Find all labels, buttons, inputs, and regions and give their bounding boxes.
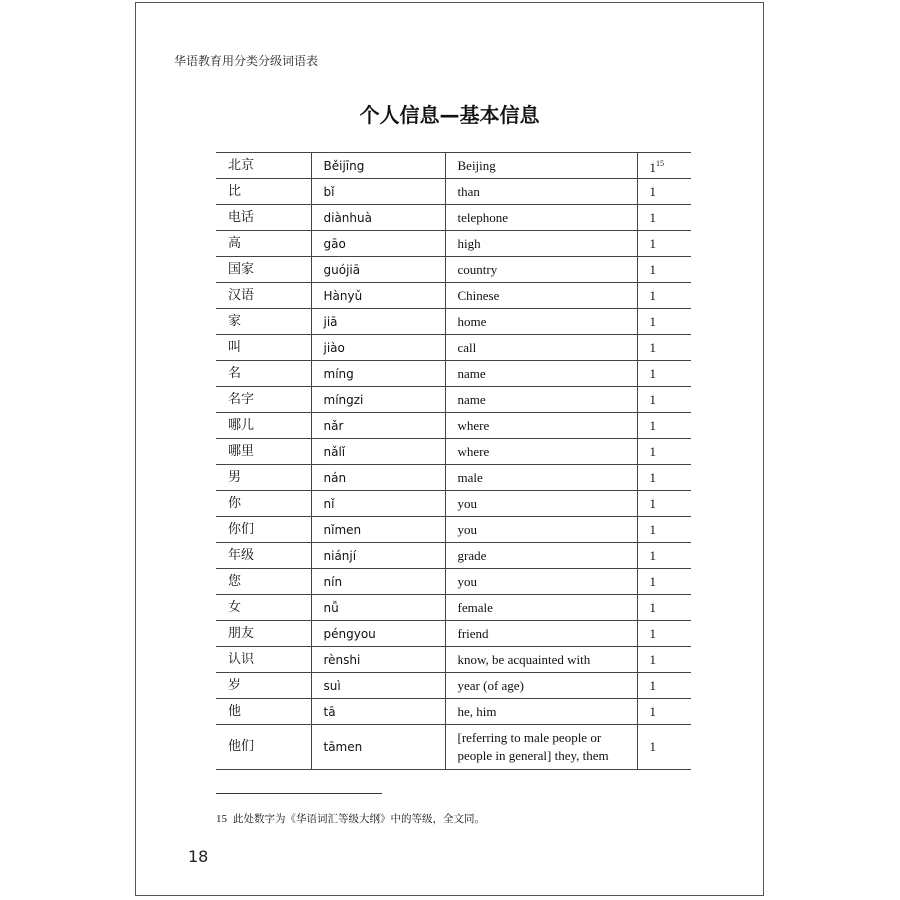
table-row <box>216 647 691 673</box>
table-row <box>216 569 691 595</box>
english-cell: country <box>445 257 637 283</box>
level-cell: 1 <box>637 517 691 543</box>
level-cell: 1 <box>637 309 691 335</box>
pinyin-cell: nǐmen <box>311 517 445 543</box>
level-cell: 1 <box>637 179 691 205</box>
hanzi-cell: 高 <box>216 231 311 257</box>
footnote-number: 15 <box>216 813 227 825</box>
pinyin-cell: niánjí <box>311 543 445 569</box>
pinyin-cell: diànhuà <box>311 205 445 231</box>
english-cell: you <box>445 491 637 517</box>
hanzi-cell: 电话 <box>216 205 311 231</box>
pinyin-cell: jiào <box>311 335 445 361</box>
table-row <box>216 179 691 205</box>
hanzi-cell: 男 <box>216 465 311 491</box>
pinyin-cell: jiā <box>311 309 445 335</box>
pinyin-cell: nǚ <box>311 595 445 621</box>
pinyin-cell: suì <box>311 673 445 699</box>
level-cell <box>637 153 691 179</box>
level-cell: 1 <box>637 283 691 309</box>
pinyin-cell: tā <box>311 699 445 725</box>
level-cell: 1 <box>637 335 691 361</box>
hanzi-cell: 你 <box>216 491 311 517</box>
hanzi-cell: 家 <box>216 309 311 335</box>
table-row <box>216 309 691 335</box>
hanzi-cell: 女 <box>216 595 311 621</box>
hanzi-cell: 哪里 <box>216 439 311 465</box>
vocabulary-table-body <box>216 153 691 770</box>
table-row <box>216 491 691 517</box>
pinyin-cell: nǎr <box>311 413 445 439</box>
pinyin-cell: bǐ <box>311 179 445 205</box>
hanzi-cell: 他们 <box>216 725 311 770</box>
level-cell: 1 <box>637 439 691 465</box>
footnote <box>216 811 485 826</box>
footnote-ref: 15 <box>656 158 664 168</box>
level-cell: 1 <box>637 647 691 673</box>
hanzi-cell: 国家 <box>216 257 311 283</box>
hanzi-cell: 比 <box>216 179 311 205</box>
table-row <box>216 465 691 491</box>
hanzi-cell: 他 <box>216 699 311 725</box>
pinyin-cell: míngzi <box>311 387 445 413</box>
english-cell: know, be acquainted with <box>445 647 637 673</box>
pinyin-cell: nǐ <box>311 491 445 517</box>
english-cell: you <box>445 517 637 543</box>
pinyin-cell: nán <box>311 465 445 491</box>
english-cell: home <box>445 309 637 335</box>
english-cell: telephone <box>445 205 637 231</box>
pinyin-cell: nín <box>311 569 445 595</box>
level-cell: 1 <box>637 699 691 725</box>
level-cell: 1 <box>637 569 691 595</box>
hanzi-cell: 您 <box>216 569 311 595</box>
hanzi-cell: 名字 <box>216 387 311 413</box>
pinyin-cell: tāmen <box>311 725 445 770</box>
table-row <box>216 335 691 361</box>
level-cell: 1 <box>637 361 691 387</box>
level-value: 1 <box>649 159 656 175</box>
level-cell: 1 <box>637 673 691 699</box>
table-row <box>216 153 691 179</box>
english-cell: grade <box>445 543 637 569</box>
level-cell: 1 <box>637 595 691 621</box>
table-row <box>216 205 691 231</box>
table-row <box>216 543 691 569</box>
level-cell: 1 <box>637 725 691 770</box>
level-cell: 1 <box>637 621 691 647</box>
pinyin-cell: Běijīng <box>311 153 445 179</box>
table-row <box>216 413 691 439</box>
pinyin-cell: Hànyǔ <box>311 283 445 309</box>
english-cell: [referring to male people or people in general] they, them <box>445 725 637 770</box>
level-cell: 1 <box>637 465 691 491</box>
pinyin-cell: péngyou <box>311 621 445 647</box>
table-row <box>216 517 691 543</box>
english-cell: where <box>445 413 637 439</box>
pinyin-cell: rènshi <box>311 647 445 673</box>
english-cell: than <box>445 179 637 205</box>
table-row <box>216 595 691 621</box>
english-cell: name <box>445 387 637 413</box>
footnote-text: 此处数字为《华语词汇等级大纲》中的等级，全文同。 <box>233 813 485 825</box>
level-cell: 1 <box>637 543 691 569</box>
hanzi-cell: 岁 <box>216 673 311 699</box>
level-cell: 1 <box>637 205 691 231</box>
level-cell: 1 <box>637 257 691 283</box>
english-cell: Chinese <box>445 283 637 309</box>
hanzi-cell: 北京 <box>216 153 311 179</box>
pinyin-cell: gāo <box>311 231 445 257</box>
running-header: 华语教育用分类分级词语表 <box>174 54 319 68</box>
english-cell: high <box>445 231 637 257</box>
table-row <box>216 361 691 387</box>
english-cell: where <box>445 439 637 465</box>
hanzi-cell: 你们 <box>216 517 311 543</box>
pinyin-cell: nǎlǐ <box>311 439 445 465</box>
english-cell: friend <box>445 621 637 647</box>
table-row <box>216 257 691 283</box>
hanzi-cell: 哪儿 <box>216 413 311 439</box>
table-row <box>216 283 691 309</box>
hanzi-cell: 叫 <box>216 335 311 361</box>
vocabulary-table <box>216 152 691 770</box>
english-cell: male <box>445 465 637 491</box>
page-title: 个人信息—基本信息 <box>359 103 540 127</box>
level-cell: 1 <box>637 413 691 439</box>
hanzi-cell: 认识 <box>216 647 311 673</box>
hanzi-cell: 年级 <box>216 543 311 569</box>
level-cell: 1 <box>637 387 691 413</box>
hanzi-cell: 名 <box>216 361 311 387</box>
pinyin-cell: míng <box>311 361 445 387</box>
table-row <box>216 725 691 770</box>
level-cell: 1 <box>637 231 691 257</box>
table-row <box>216 673 691 699</box>
page-number: 18 <box>188 847 209 866</box>
level-cell: 1 <box>637 491 691 517</box>
table-row <box>216 439 691 465</box>
english-cell: you <box>445 569 637 595</box>
table-row <box>216 621 691 647</box>
footnote-divider <box>216 793 382 794</box>
table-row <box>216 231 691 257</box>
table-row <box>216 699 691 725</box>
table-row <box>216 387 691 413</box>
english-cell: Beijing <box>445 153 637 179</box>
hanzi-cell: 汉语 <box>216 283 311 309</box>
pinyin-cell: guójiā <box>311 257 445 283</box>
hanzi-cell: 朋友 <box>216 621 311 647</box>
english-cell: call <box>445 335 637 361</box>
book-page <box>135 2 764 896</box>
english-cell: female <box>445 595 637 621</box>
english-cell: he, him <box>445 699 637 725</box>
english-cell: name <box>445 361 637 387</box>
english-cell: year (of age) <box>445 673 637 699</box>
